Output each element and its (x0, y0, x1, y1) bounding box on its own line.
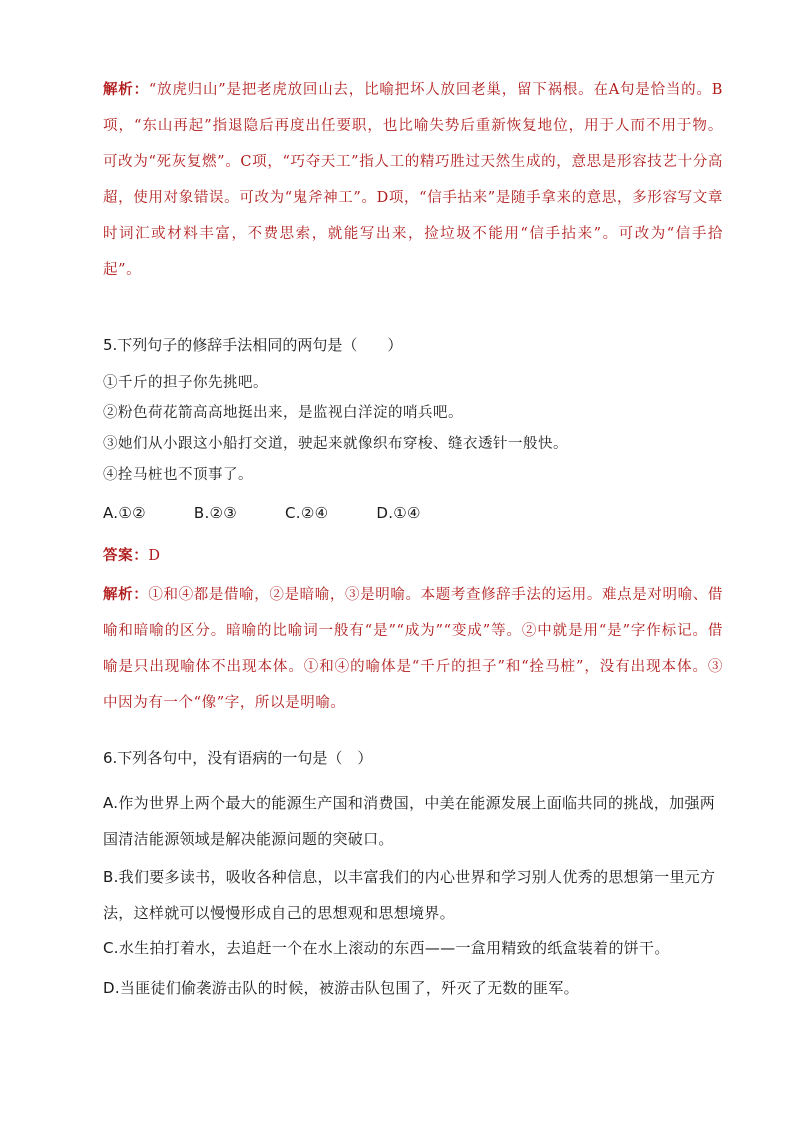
q5-sentence-2: ②粉色荷花箭高高地挺出来，是监视白洋淀的哨兵吧。 (103, 405, 463, 421)
analysis-text: ①和④都是借喻，②是暗喻，③是明喻。本题考查修辞手法的运用。难点是对明喻、借喻和暗喻的区分。暗喻的比喻词一般有“是”“成为”“变成”等。②中就是用“是”字作标记。借喻是只出现喻体不出现本体。①和④的喻体是“千斤的担子”和“拴马桩”，没有出现本体。③中因为有一个“像”字，所以是明喻。 (103, 587, 723, 711)
q5-analysis: 解析：①和④都是借喻，②是暗喻，③是明喻。本题考查修辞手法的运用。难点是对明喻、借喻和暗喻的区分。暗喻的比喻词一般有“是”“成为”“变成”等。②中就是用“是”字作标记。借喻是只出现喻体不出现本体。①和④的喻体是“千斤的担子”和“拴马桩”，没有出现本体。③中因为有一个“像”字，所以是明喻。 (103, 586, 723, 711)
answer-label: 答案 (103, 547, 134, 564)
q6-option-c: C.水生拍打着水，去追赶一个在水上滚动的东西——一盒用精致的纸盒装着的饼干。 (103, 939, 670, 957)
q5-option-b: B.②③ (193, 504, 238, 522)
analysis-q4: 解析：“放虎归山”是把老虎放回山去，比喻把坏人放回老巢，留下祸根。在A句是恰当的。B项，“东山再起”指退隐后再度出任要职，也比喻失势后重新恢复地位，用于人而不用于物。可改为“死灰复燃”。C项，“巧夺天工”指人工的精巧胜过天然生成的，意思是形容技艺十分高超，使用对象错误。可改为“鬼斧神工”。D项，“信手拈来”是随手拿来的意思，多形容写文章时词汇或材料丰富，不费思索，就能写出来，捡垃圾不能用“信手拈来”。可改为“信手拾起”。 (103, 81, 723, 278)
q6-option-b: B.我们要多读书，吸收各种信息，以丰富我们的内心世界和学习别人优秀的思想第一里元方法，这样就可以慢慢形成自己的思想观和思想境界。 (103, 868, 716, 922)
q5-option-a: A.①② (103, 504, 146, 522)
q6-option-d: D.当匪徒们偷袭游击队的时候，被游击队包围了，歼灭了无数的匪军。 (103, 979, 579, 997)
q5-sentence-1: ①千斤的担子你先挑吧。 (103, 375, 268, 391)
q5-answer: 答案：D (103, 547, 161, 564)
q5-sentence-4: ④拴马桩也不顶事了。 (103, 467, 253, 483)
q5-option-d: D.①④ (376, 504, 421, 522)
analysis-label: 解析 (103, 81, 134, 98)
analysis-label: 解析 (103, 586, 134, 603)
analysis-text: “放虎归山”是把老虎放回山去，比喻把坏人放回老巢，留下祸根。在A句是恰当的。B项，“东山再起”指退隐后再度出任要职，也比喻失势后重新恢复地位，用于人而不用于物。可改为“死灰复燃”。C项，“巧夺天工”指人工的精巧胜过天然生成的，意思是形容技艺十分高超，使用对象错误。可改为“鬼斧神工”。D项，“信手拈来”是随手拿来的意思，多形容写文章时词汇或材料丰富，不费思索，就能写出来，捡垃圾不能用“信手拈来”。可改为“信手拾起”。 (103, 82, 723, 278)
answer-value: D (148, 548, 161, 564)
question-6-stem: 6.下列各句中，没有语病的一句是（ ） (103, 749, 373, 767)
q5-sentence-3: ③她们从小跟这小船打交道，驶起来就像织布穿梭、缝衣透针一般快。 (103, 436, 568, 452)
q5-option-c: C.②④ (285, 504, 329, 522)
q5-options (103, 495, 723, 531)
q6-option-a: A.作为世界上两个最大的能源生产国和消费国，中美在能源发展上面临共同的挑战，加强两国清洁能源领域是解决能源问题的突破口。 (103, 794, 716, 848)
question-5-stem: 5.下列句子的修辞手法相同的两句是（ ） (103, 336, 403, 354)
